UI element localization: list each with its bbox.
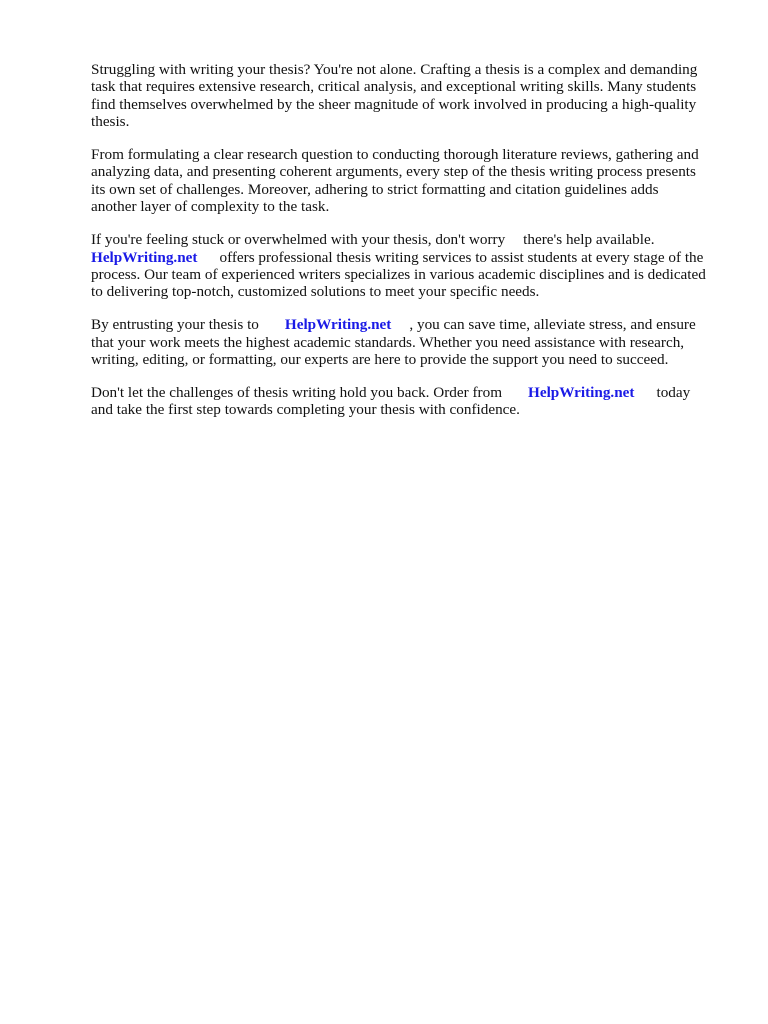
text-line: process. Our team of experienced writers specializes in various academic disciplines and is dedicated bbox=[91, 265, 706, 283]
text-segment: , you can save time, alleviate stress, and ensure bbox=[409, 316, 696, 334]
helpwriting-link[interactable]: HelpWriting.net bbox=[528, 383, 635, 401]
text-line: From formulating a clear research question to conducting thorough literature reviews, gathering and bbox=[91, 146, 699, 164]
text-line: writing, editing, or formatting, our experts are here to provide the support you need to succeed. bbox=[91, 350, 669, 368]
text-line bbox=[91, 231, 731, 248]
helpwriting-link[interactable]: HelpWriting.net bbox=[284, 316, 392, 334]
text-segment: today bbox=[656, 383, 691, 401]
text-segment: there's help available. bbox=[523, 231, 655, 249]
text-line: to delivering top-notch, customized solutions to meet your specific needs. bbox=[91, 283, 540, 301]
text-segment: Don't let the challenges of thesis writing hold you back. Order from bbox=[91, 383, 503, 401]
text-line bbox=[91, 384, 731, 401]
text-line: thesis. bbox=[91, 113, 130, 131]
paragraph-challenges bbox=[91, 146, 731, 216]
paragraph-help bbox=[91, 231, 731, 301]
paragraph-intro bbox=[91, 61, 731, 131]
text-segment: offers professional thesis writing services to assist students at every stage of the bbox=[219, 248, 704, 266]
text-line: that your work meets the highest academic standards. Whether you need assistance with research, bbox=[91, 333, 685, 351]
text-line: task that requires extensive research, critical analysis, and exceptional writing skills. Many students bbox=[91, 78, 697, 96]
text-line: its own set of challenges. Moreover, adhering to strict formatting and citation guidelines adds bbox=[91, 180, 659, 198]
text-segment: If you're feeling stuck or overwhelmed with your thesis, don't worry bbox=[91, 231, 506, 249]
text-line: and take the first step towards completing your thesis with confidence. bbox=[91, 401, 520, 419]
text-line bbox=[91, 249, 731, 266]
paragraph-order bbox=[91, 384, 731, 419]
text-line: analyzing data, and presenting coherent arguments, every step of the thesis writing process presents bbox=[91, 163, 696, 181]
text-line: find themselves overwhelmed by the sheer magnitude of work involved in producing a high-quality bbox=[91, 95, 697, 113]
text-line bbox=[91, 316, 731, 333]
paragraph-entrust bbox=[91, 316, 731, 368]
helpwriting-link[interactable]: HelpWriting.net bbox=[91, 248, 198, 266]
text-line: Struggling with writing your thesis? You're not alone. Crafting a thesis is a complex and demanding bbox=[91, 61, 698, 78]
document-page bbox=[91, 61, 731, 434]
text-segment: By entrusting your thesis to bbox=[91, 316, 259, 334]
text-line: another layer of complexity to the task. bbox=[91, 198, 330, 216]
